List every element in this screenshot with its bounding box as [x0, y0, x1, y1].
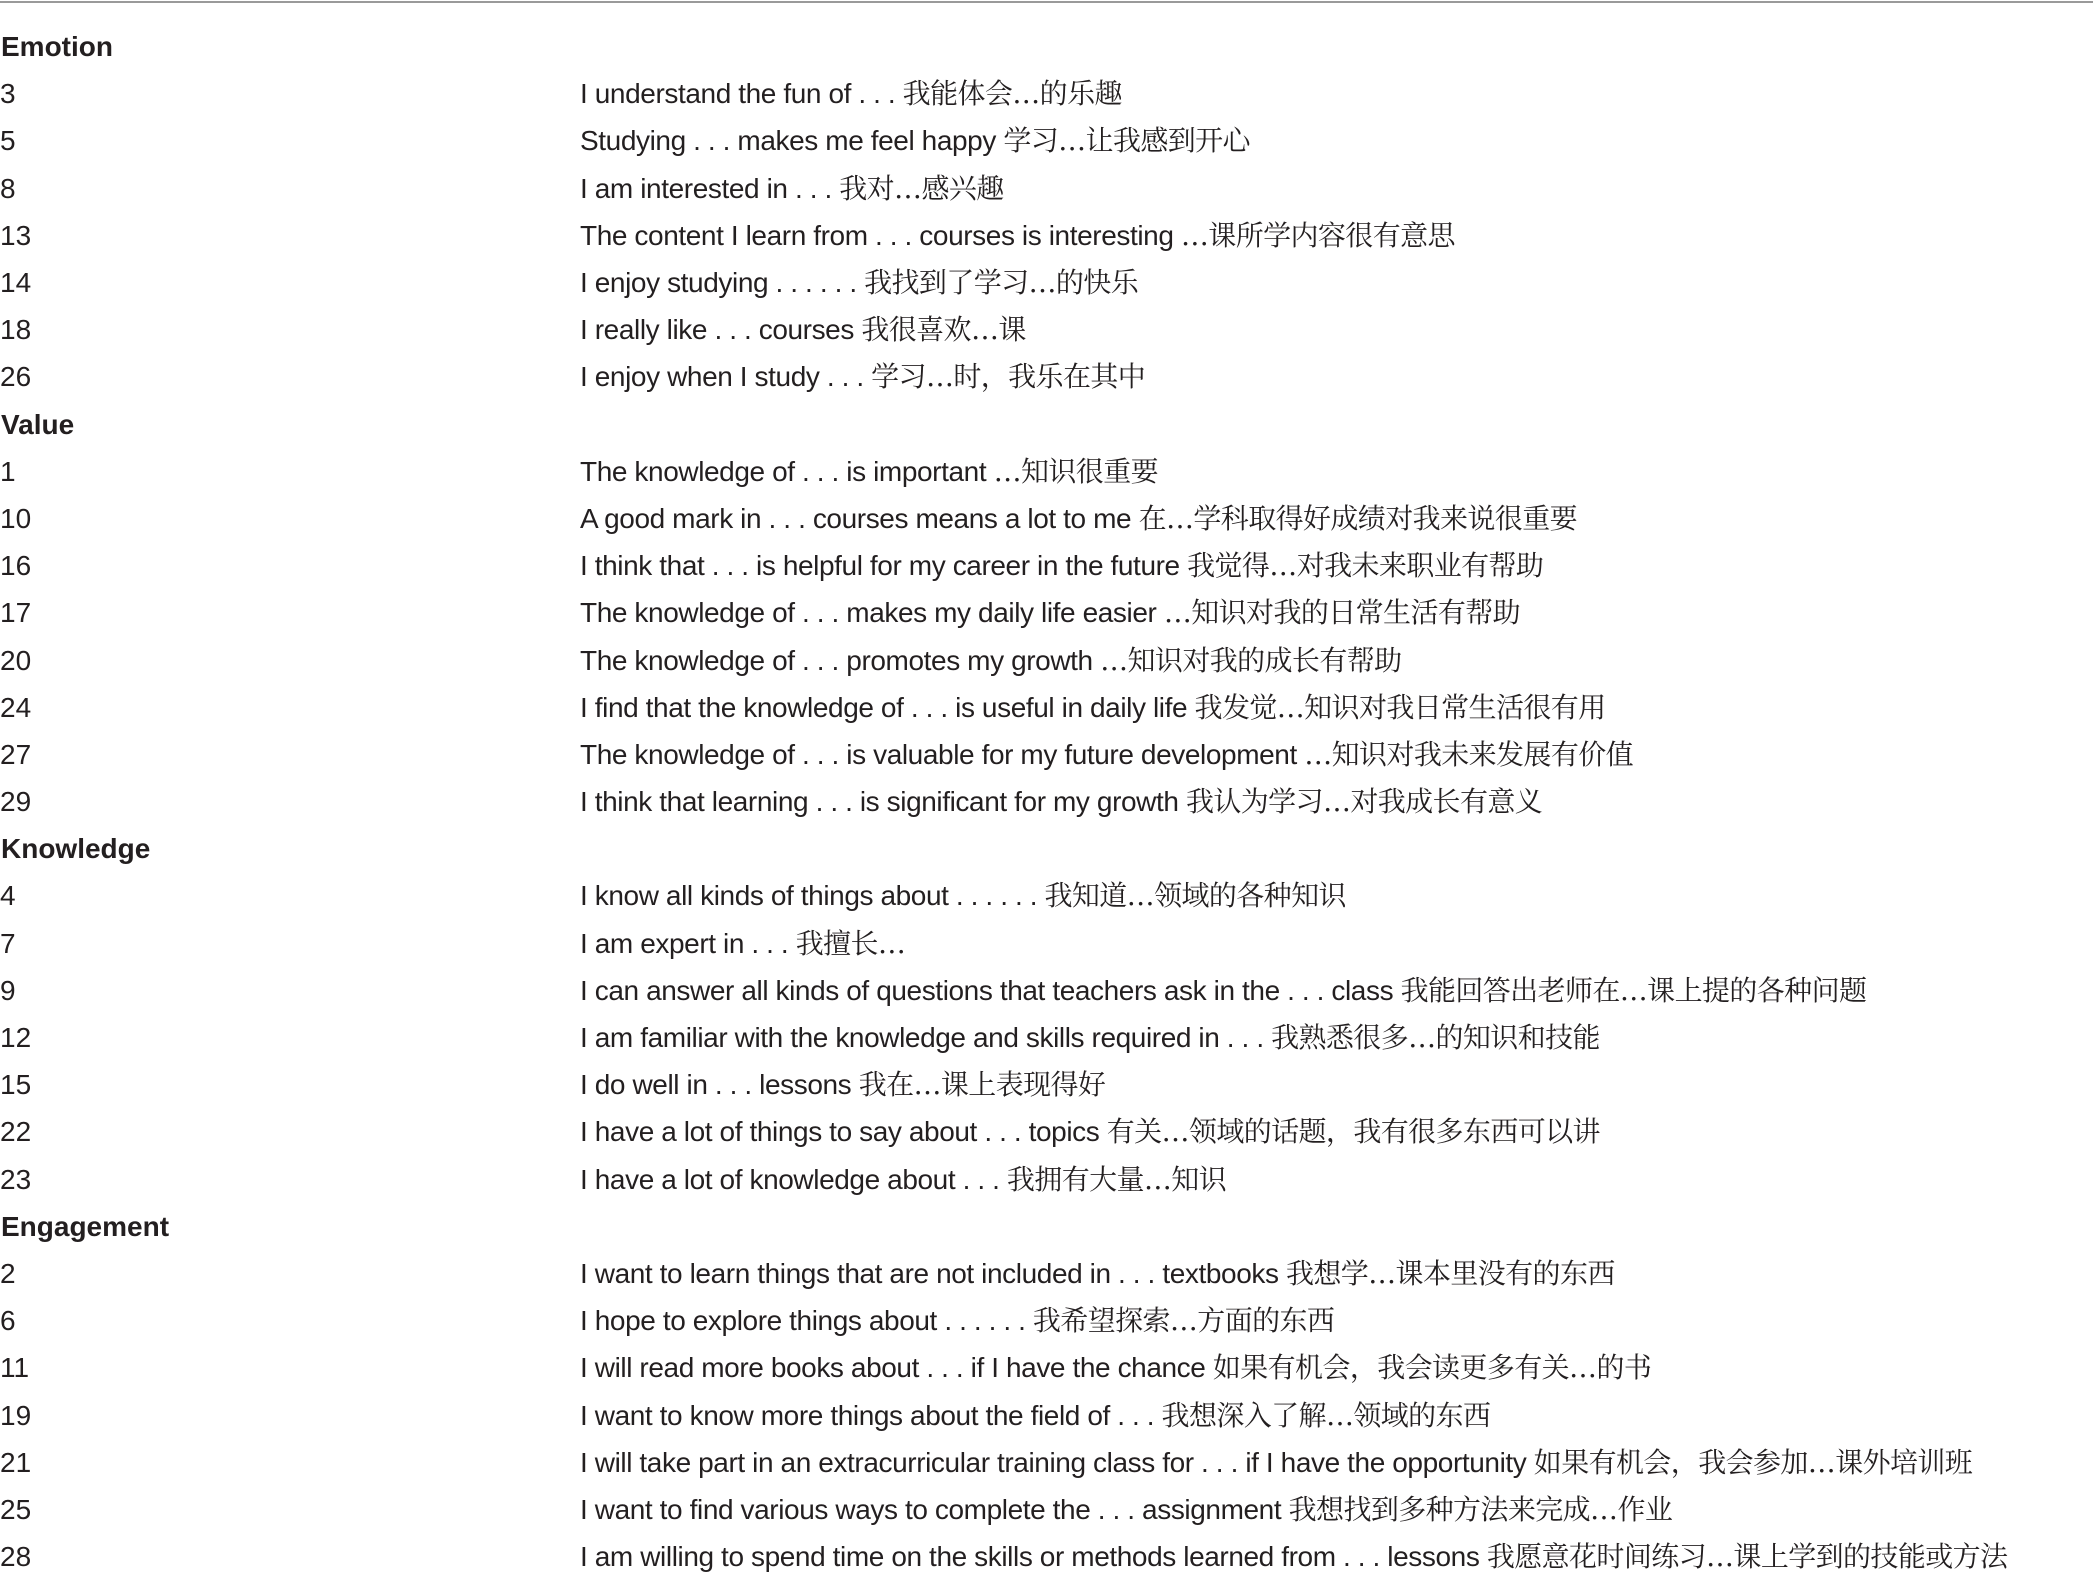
- item-text-chinese: 我想找到多种方法来完成…作业: [1288, 1492, 1673, 1526]
- item-text: [580, 1108, 1600, 1155]
- item-text: [580, 637, 1402, 684]
- item-text-english: I understand the fun of . . .: [580, 78, 896, 110]
- item-text-english: I do well in . . . lessons: [580, 1069, 852, 1101]
- item-text-chinese: …知识很重要: [993, 454, 1159, 488]
- table-row: [0, 165, 2093, 212]
- item-text: [580, 165, 1004, 212]
- table-row: [0, 542, 2093, 589]
- item-number: 4: [0, 880, 16, 912]
- item-number: 29: [0, 786, 32, 818]
- item-text: [580, 1344, 1651, 1391]
- item-text-chinese: …课所学内容很有意思: [1180, 218, 1455, 252]
- table-row: [0, 1344, 2093, 1391]
- table-row: [0, 212, 2093, 259]
- item-number: 13: [0, 219, 32, 251]
- item-text: [580, 1061, 1105, 1108]
- item-text-chinese: 我想深入了解…领域的东西: [1161, 1398, 1491, 1432]
- item-text-english: I am familiar with the knowledge and skills required in . . .: [580, 1022, 1264, 1054]
- item-text-english: I really like . . . courses: [580, 314, 854, 346]
- item-text-english: I have a lot of things to say about . . . topics: [580, 1116, 1100, 1148]
- item-text-english: I think that learning . . . is significant for my growth: [580, 786, 1179, 818]
- table-row: [0, 353, 2093, 400]
- item-text-english: I have a lot of knowledge about . . .: [580, 1163, 1000, 1195]
- section-heading-value: Value: [1, 408, 75, 440]
- item-number: 3: [0, 78, 16, 110]
- item-number: 12: [0, 1022, 32, 1054]
- item-text-chinese: 有关…领域的话题，我有很多东西可以讲: [1106, 1115, 1600, 1149]
- item-text-chinese: 我想学…课本里没有的东西: [1285, 1256, 1615, 1290]
- item-text: [580, 1014, 1600, 1061]
- item-text-english: The knowledge of . . . makes my daily life easier: [580, 597, 1157, 629]
- item-text-chinese: 我拥有大量…知识: [1006, 1162, 1227, 1196]
- item-text-english: Studying . . . makes me feel happy: [580, 125, 996, 157]
- item-text-chinese: 在…学科取得好成绩对我来说很重要: [1138, 501, 1577, 535]
- section-heading-emotion: Emotion: [1, 31, 113, 62]
- table-row: [0, 731, 2093, 778]
- table-row: [0, 872, 2093, 919]
- item-number: 8: [0, 172, 16, 204]
- item-text-chinese: 我擅长…: [795, 926, 906, 960]
- table-body: [0, 3, 2093, 1580]
- item-text-chinese: 我知道…领域的各种知识: [1044, 879, 1346, 913]
- table-row: [0, 1061, 2093, 1108]
- item-number: 15: [0, 1069, 32, 1101]
- item-number: 28: [0, 1541, 32, 1573]
- table-row: [0, 117, 2093, 164]
- item-text-english: I find that the knowledge of . . . is useful in daily life: [580, 691, 1188, 723]
- item-number: 23: [0, 1163, 32, 1195]
- item-text-chinese: 我认为学习…对我成长有意义: [1185, 785, 1543, 819]
- table-row: [0, 1533, 2093, 1580]
- item-text: [580, 967, 1866, 1014]
- item-text: [580, 117, 1250, 164]
- item-text: [580, 306, 1026, 353]
- table-row: [0, 1014, 2093, 1061]
- item-text-english: The knowledge of . . . promotes my growth: [580, 644, 1093, 676]
- item-text: [580, 1533, 2007, 1580]
- item-number: 17: [0, 597, 32, 629]
- item-text-chinese: …知识对我未来发展有价值: [1304, 737, 1634, 771]
- item-text: [580, 353, 1145, 400]
- table-row: [0, 589, 2093, 636]
- item-text: [580, 1392, 1490, 1439]
- item-text-english: I am interested in . . .: [580, 172, 832, 204]
- item-text-english: I am willing to spend time on the skills or methods learned from . . . lessons: [580, 1541, 1480, 1573]
- item-text-english: I want to know more things about the field of . . .: [580, 1399, 1155, 1431]
- item-text-english: I want to find various ways to complete the . . . assignment: [580, 1493, 1282, 1525]
- item-number: 9: [0, 974, 16, 1006]
- item-number: 10: [0, 502, 32, 534]
- item-text: [580, 259, 1138, 306]
- item-text-chinese: 如果有机会，我会参加…课外培训班: [1533, 1445, 1973, 1479]
- section-heading-engagement: Engagement: [1, 1210, 170, 1242]
- item-text: [580, 872, 1346, 919]
- item-text-english: The knowledge of . . . is valuable for my future development: [580, 738, 1297, 770]
- table-row: [0, 1250, 2093, 1297]
- table-row: [0, 448, 2093, 495]
- item-number: 21: [0, 1446, 32, 1478]
- item-text-english: I will take part in an extracurricular training class for . . . if I have the opportunity: [580, 1446, 1527, 1478]
- section-heading-knowledge: Knowledge: [1, 833, 151, 865]
- item-text-chinese: 学习…时，我乐在其中: [871, 360, 1146, 394]
- table-row: [0, 1108, 2093, 1155]
- item-text-chinese: 我希望探索…方面的东西: [1032, 1304, 1335, 1338]
- item-text: [580, 1156, 1226, 1203]
- item-text-chinese: 我能回答出老师在…课上提的各种问题: [1400, 973, 1867, 1007]
- table-row: [0, 1391, 2093, 1438]
- item-text: [580, 1250, 1615, 1297]
- item-text-english: A good mark in . . . courses means a lot to me: [580, 502, 1132, 534]
- item-text-chinese: 我在…课上表现得好: [858, 1068, 1106, 1102]
- item-text: [580, 212, 1455, 259]
- item-number: 7: [0, 927, 16, 959]
- table-row: [0, 259, 2093, 306]
- table-row: [0, 70, 2093, 117]
- table-row: [0, 1439, 2093, 1486]
- item-text-english: I enjoy studying . . . . . .: [580, 267, 857, 299]
- table-row: [0, 306, 2093, 353]
- table-row: [0, 636, 2093, 683]
- item-number: 24: [0, 691, 32, 723]
- item-text-chinese: …知识对我的日常生活有帮助: [1163, 596, 1521, 630]
- item-text: [580, 1297, 1334, 1344]
- item-text-english: I am expert in . . .: [580, 927, 789, 959]
- item-text-english: I can answer all kinds of questions that teachers ask in the . . . class: [580, 974, 1394, 1006]
- item-text-english: I know all kinds of things about . . . . . .: [580, 880, 1038, 912]
- item-text-chinese: 学习…让我感到开心: [1003, 124, 1250, 158]
- item-text-chinese: 如果有机会，我会读更多有关…的书: [1212, 1351, 1652, 1385]
- item-number: 11: [0, 1352, 30, 1384]
- item-text: [580, 589, 1520, 636]
- item-text: [580, 778, 1542, 825]
- item-number: 27: [0, 738, 32, 770]
- item-text-chinese: 我对…感兴趣: [839, 171, 1004, 205]
- item-text: [580, 495, 1577, 542]
- item-text-chinese: 我愿意花时间练习…课上学到的技能或方法: [1486, 1540, 2008, 1574]
- item-text: [580, 684, 1606, 731]
- item-text: [580, 1486, 1672, 1533]
- table-row: [0, 495, 2093, 542]
- item-text-english: I hope to explore things about . . . . . .: [580, 1305, 1026, 1337]
- item-text-english: I want to learn things that are not included in . . . textbooks: [580, 1257, 1279, 1289]
- item-text-english: The content I learn from . . . courses is interesting: [580, 219, 1174, 251]
- table-row: [0, 684, 2093, 731]
- item-number: 14: [0, 267, 32, 299]
- table-row: [0, 1156, 2093, 1203]
- item-number: 22: [0, 1116, 32, 1148]
- item-number: 5: [0, 125, 16, 157]
- item-text-english: I think that . . . is helpful for my career in the future: [580, 550, 1180, 582]
- item-text: [580, 70, 1122, 117]
- item-text-chinese: 我熟悉很多…的知识和技能: [1271, 1021, 1600, 1055]
- item-text-english: The knowledge of . . . is important: [580, 455, 987, 487]
- table-row: [0, 1486, 2093, 1533]
- item-text: [580, 542, 1543, 589]
- item-number: 1: [0, 455, 16, 487]
- item-text-chinese: 我找到了学习…的快乐: [864, 266, 1139, 300]
- item-text-chinese: 我能体会…的乐趣: [902, 77, 1122, 111]
- item-number: 16: [0, 550, 32, 582]
- table-row: [0, 778, 2093, 825]
- item-number: 20: [0, 644, 32, 676]
- item-number: 2: [0, 1257, 16, 1289]
- item-text-chinese: 我觉得…对我未来职业有帮助: [1187, 549, 1544, 583]
- item-number: 6: [0, 1305, 16, 1337]
- item-text-english: I will read more books about . . . if I have the chance: [580, 1352, 1206, 1384]
- item-text-chinese: 我很喜欢…课: [861, 313, 1026, 347]
- item-number: 25: [0, 1493, 32, 1525]
- item-text: [580, 731, 1633, 778]
- item-text-english: I enjoy when I study . . .: [580, 361, 864, 393]
- item-text-chinese: …知识对我的成长有帮助: [1100, 643, 1402, 677]
- table-row: [0, 967, 2093, 1014]
- item-number: 19: [0, 1399, 32, 1431]
- table-row: [0, 920, 2093, 967]
- item-text: [580, 1439, 1972, 1486]
- item-text: [580, 920, 905, 967]
- item-text-chinese: 我发觉…知识对我日常生活很有用: [1194, 690, 1606, 724]
- item-number: 18: [0, 314, 32, 346]
- table-row: [0, 1297, 2093, 1344]
- item-number: 26: [0, 361, 32, 393]
- item-text: [580, 448, 1158, 495]
